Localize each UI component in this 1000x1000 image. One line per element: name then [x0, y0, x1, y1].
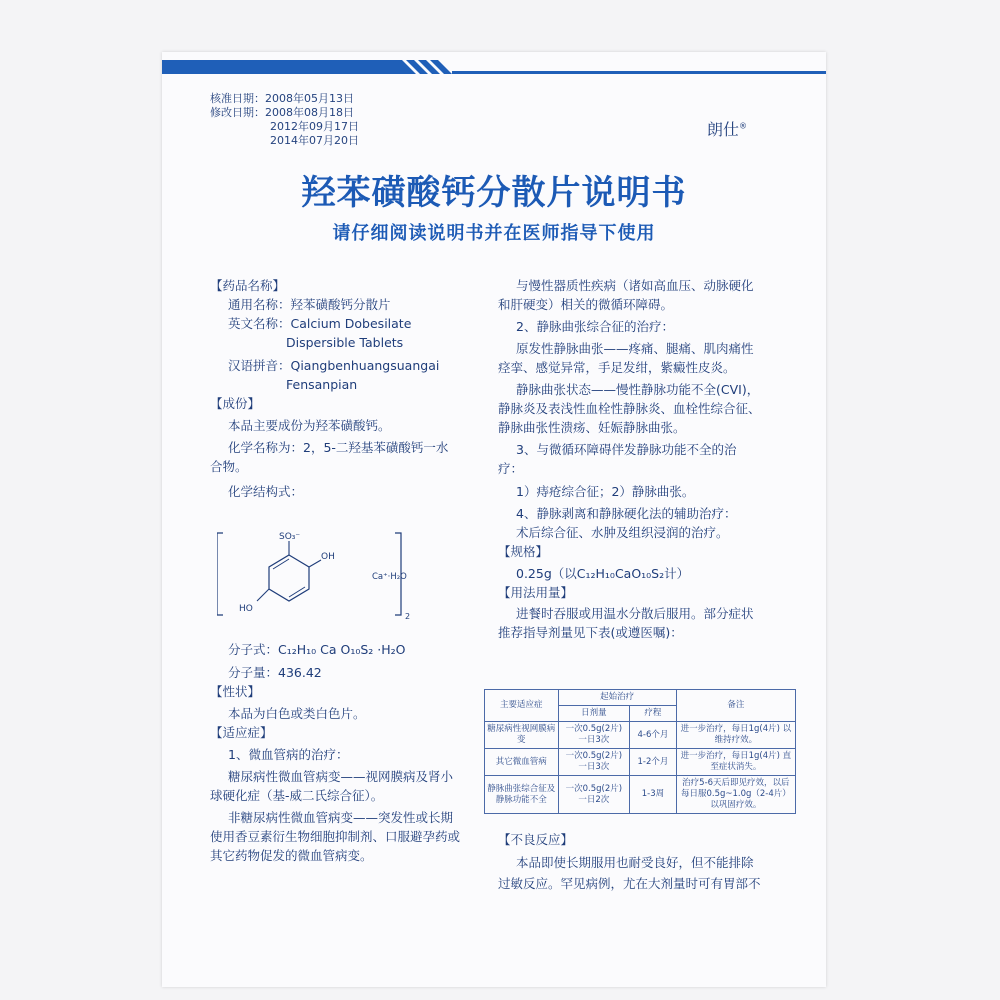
calcium-hydrate-label: Ca⁺·H₂O — [372, 572, 407, 582]
table-row — [485, 722, 796, 749]
col-header-dose: 日剂量 — [558, 706, 630, 722]
col-header-start: 起始治疗 — [558, 690, 676, 706]
table-cell: 1-2个月 — [630, 749, 677, 776]
english-name: 英文名称：Calcium Dobesilate — [228, 316, 412, 331]
table-cell: 一次0.5g(2片) 一日2次 — [558, 776, 630, 814]
english-name-cont: Dispersible Tablets — [286, 335, 404, 350]
brand-logo — [707, 117, 747, 140]
generic-name: 通用名称：羟苯磺酸钙分散片 — [228, 297, 391, 312]
top-stripe-band — [162, 52, 826, 80]
adverse-text: 本品即使长期服用也耐受良好，但不能排除 — [516, 855, 754, 870]
pinyin-name-cont: Fensanpian — [286, 377, 358, 392]
revise-date-2: 2012年09月17日 — [270, 120, 359, 133]
ho-label: HO — [239, 604, 253, 614]
right-column — [498, 276, 798, 642]
table-row — [485, 749, 796, 776]
section-spec: 【规格】 — [498, 544, 549, 559]
table-cell: 一次0.5g(2片) 一日3次 — [558, 749, 630, 776]
document-subtitle: 请仔细阅读说明书并在医师指导下使用 — [332, 223, 656, 244]
table-cell: 进一步治疗，每日1g(4片) 直至症状消失。 — [676, 749, 795, 776]
indication-line: 静脉曲张状态——慢性静脉功能不全(CVI)， — [516, 382, 760, 397]
indication-line: 疗： — [498, 461, 524, 476]
table-cell: 糖尿病性视网膜病变 — [485, 722, 559, 749]
indication-cont: 与慢性器质性疾病（诸如高血压、动脉硬化 — [516, 278, 754, 293]
table-cell: 4-6个月 — [630, 722, 677, 749]
indication-line: 痉挛、感觉异常，手足发绀，紫癜性皮炎。 — [498, 360, 736, 375]
indication-line: 使用香豆素衍生物细胞抑制剂、口服避孕药或 — [210, 829, 461, 844]
col-header-note: 备注 — [676, 690, 795, 722]
table-cell: 治疗5-6天后即见疗效，以后每日服0.5g~1.0g（2-4片） 以巩固疗效。 — [676, 776, 795, 814]
property-text: 本品为白色或类白色片。 — [228, 706, 366, 721]
table-cell: 静脉曲张综合征及静脉功能不全 — [485, 776, 559, 814]
section-usage: 【用法用量】 — [498, 585, 574, 600]
table-cell: 进一步治疗，每日1g(4片) 以维持疗效。 — [676, 722, 795, 749]
chemical-name: 化学名称为：2，5-二羟基苯磺酸钙一水 — [228, 440, 449, 455]
indication-3: 3、与微循环障碍伴发静脉功能不全的治 — [516, 442, 737, 457]
registered-mark: ® — [739, 121, 748, 131]
section-ingredient: 【成份】 — [210, 396, 261, 411]
revise-date: 修改日期：2008年08月18日 — [210, 106, 354, 119]
col-header-course: 疗程 — [630, 706, 677, 722]
pinyin-name: 汉语拼音：Qiangbenhuangsuangai — [228, 358, 440, 373]
revise-date-3: 2014年07月20日 — [270, 134, 359, 147]
table-cell: 其它微血管病 — [485, 749, 559, 776]
dosage-table — [484, 689, 796, 814]
spec-text: 0.25g（以C₁₂H₁₀CaO₁₀S₂计） — [516, 566, 690, 581]
indication-line: 静脉曲张性溃疡、妊娠静脉曲张。 — [498, 420, 686, 435]
indication-line: 非糖尿病性微血管病变——突发性或长期 — [228, 810, 454, 825]
so3-label: SO₃⁻ — [279, 532, 301, 542]
right-column-lower — [498, 830, 798, 893]
indication-line: 糖尿病性微血管病变——视网膜病及肾小 — [228, 769, 454, 784]
approve-date: 核准日期：2008年05月13日 — [210, 92, 354, 105]
left-column-lower — [210, 640, 482, 865]
section-drug-name: 【药品名称】 — [210, 278, 286, 293]
oh-label: OH — [321, 552, 335, 562]
subscript-2: 2 — [405, 612, 411, 621]
indication-line: 其它药物促发的微血管病变。 — [210, 848, 373, 863]
brand-name: 朗仕 — [707, 120, 740, 139]
indication-line: 球硬化症（基-威二氏综合征）。 — [210, 788, 384, 803]
col-header-indication: 主要适应症 — [485, 690, 559, 722]
indication-1: 1、微血管病的治疗： — [228, 747, 349, 762]
ingredient-text: 本品主要成份为羟苯磺酸钙。 — [228, 418, 391, 433]
chemical-name-cont: 合物。 — [210, 459, 248, 474]
indication-2: 2、静脉曲张综合征的治疗： — [516, 319, 674, 334]
table-cell: 1-3周 — [630, 776, 677, 814]
molecular-weight: 分子量：436.42 — [228, 665, 322, 680]
indication-line: 术后综合征、水肿及组织浸润的治疗。 — [516, 525, 729, 540]
structure-label: 化学结构式： — [228, 484, 304, 499]
leaflet-sheet — [162, 52, 826, 987]
adverse-text: 过敏反应。罕见病例，尤在大剂量时可有胃部不 — [498, 876, 761, 891]
section-adverse: 【不良反应】 — [498, 832, 574, 847]
section-property: 【性状】 — [210, 684, 261, 699]
usage-text: 推荐指导剂量见下表(或遵医嘱)： — [498, 625, 683, 640]
indication-line: 静脉炎及表浅性血栓性静脉炎、血栓性综合征、 — [498, 401, 761, 416]
indication-4: 4、静脉剥离和静脉硬化法的辅助治疗： — [516, 506, 737, 521]
table-row — [485, 776, 796, 814]
molecular-formula: 分子式：C₁₂H₁₀ Ca O₁₀S₂ ·H₂O — [228, 642, 406, 657]
indication-cont: 和肝硬变）相关的微循环障碍。 — [498, 297, 674, 312]
section-indication: 【适应症】 — [210, 725, 273, 740]
table-cell: 一次0.5g(2片) 一日3次 — [558, 722, 630, 749]
usage-text: 进餐时吞服或用温水分散后服用。部分症状 — [516, 606, 754, 621]
document-title: 羟苯磺酸钙分散片说明书 — [301, 173, 687, 213]
indication-line: 原发性静脉曲张——疼痛、腿痛、肌肉痛性 — [516, 341, 754, 356]
left-column — [210, 276, 482, 501]
indication-line: 1）痔疮综合征；2）静脉曲张。 — [516, 484, 695, 499]
